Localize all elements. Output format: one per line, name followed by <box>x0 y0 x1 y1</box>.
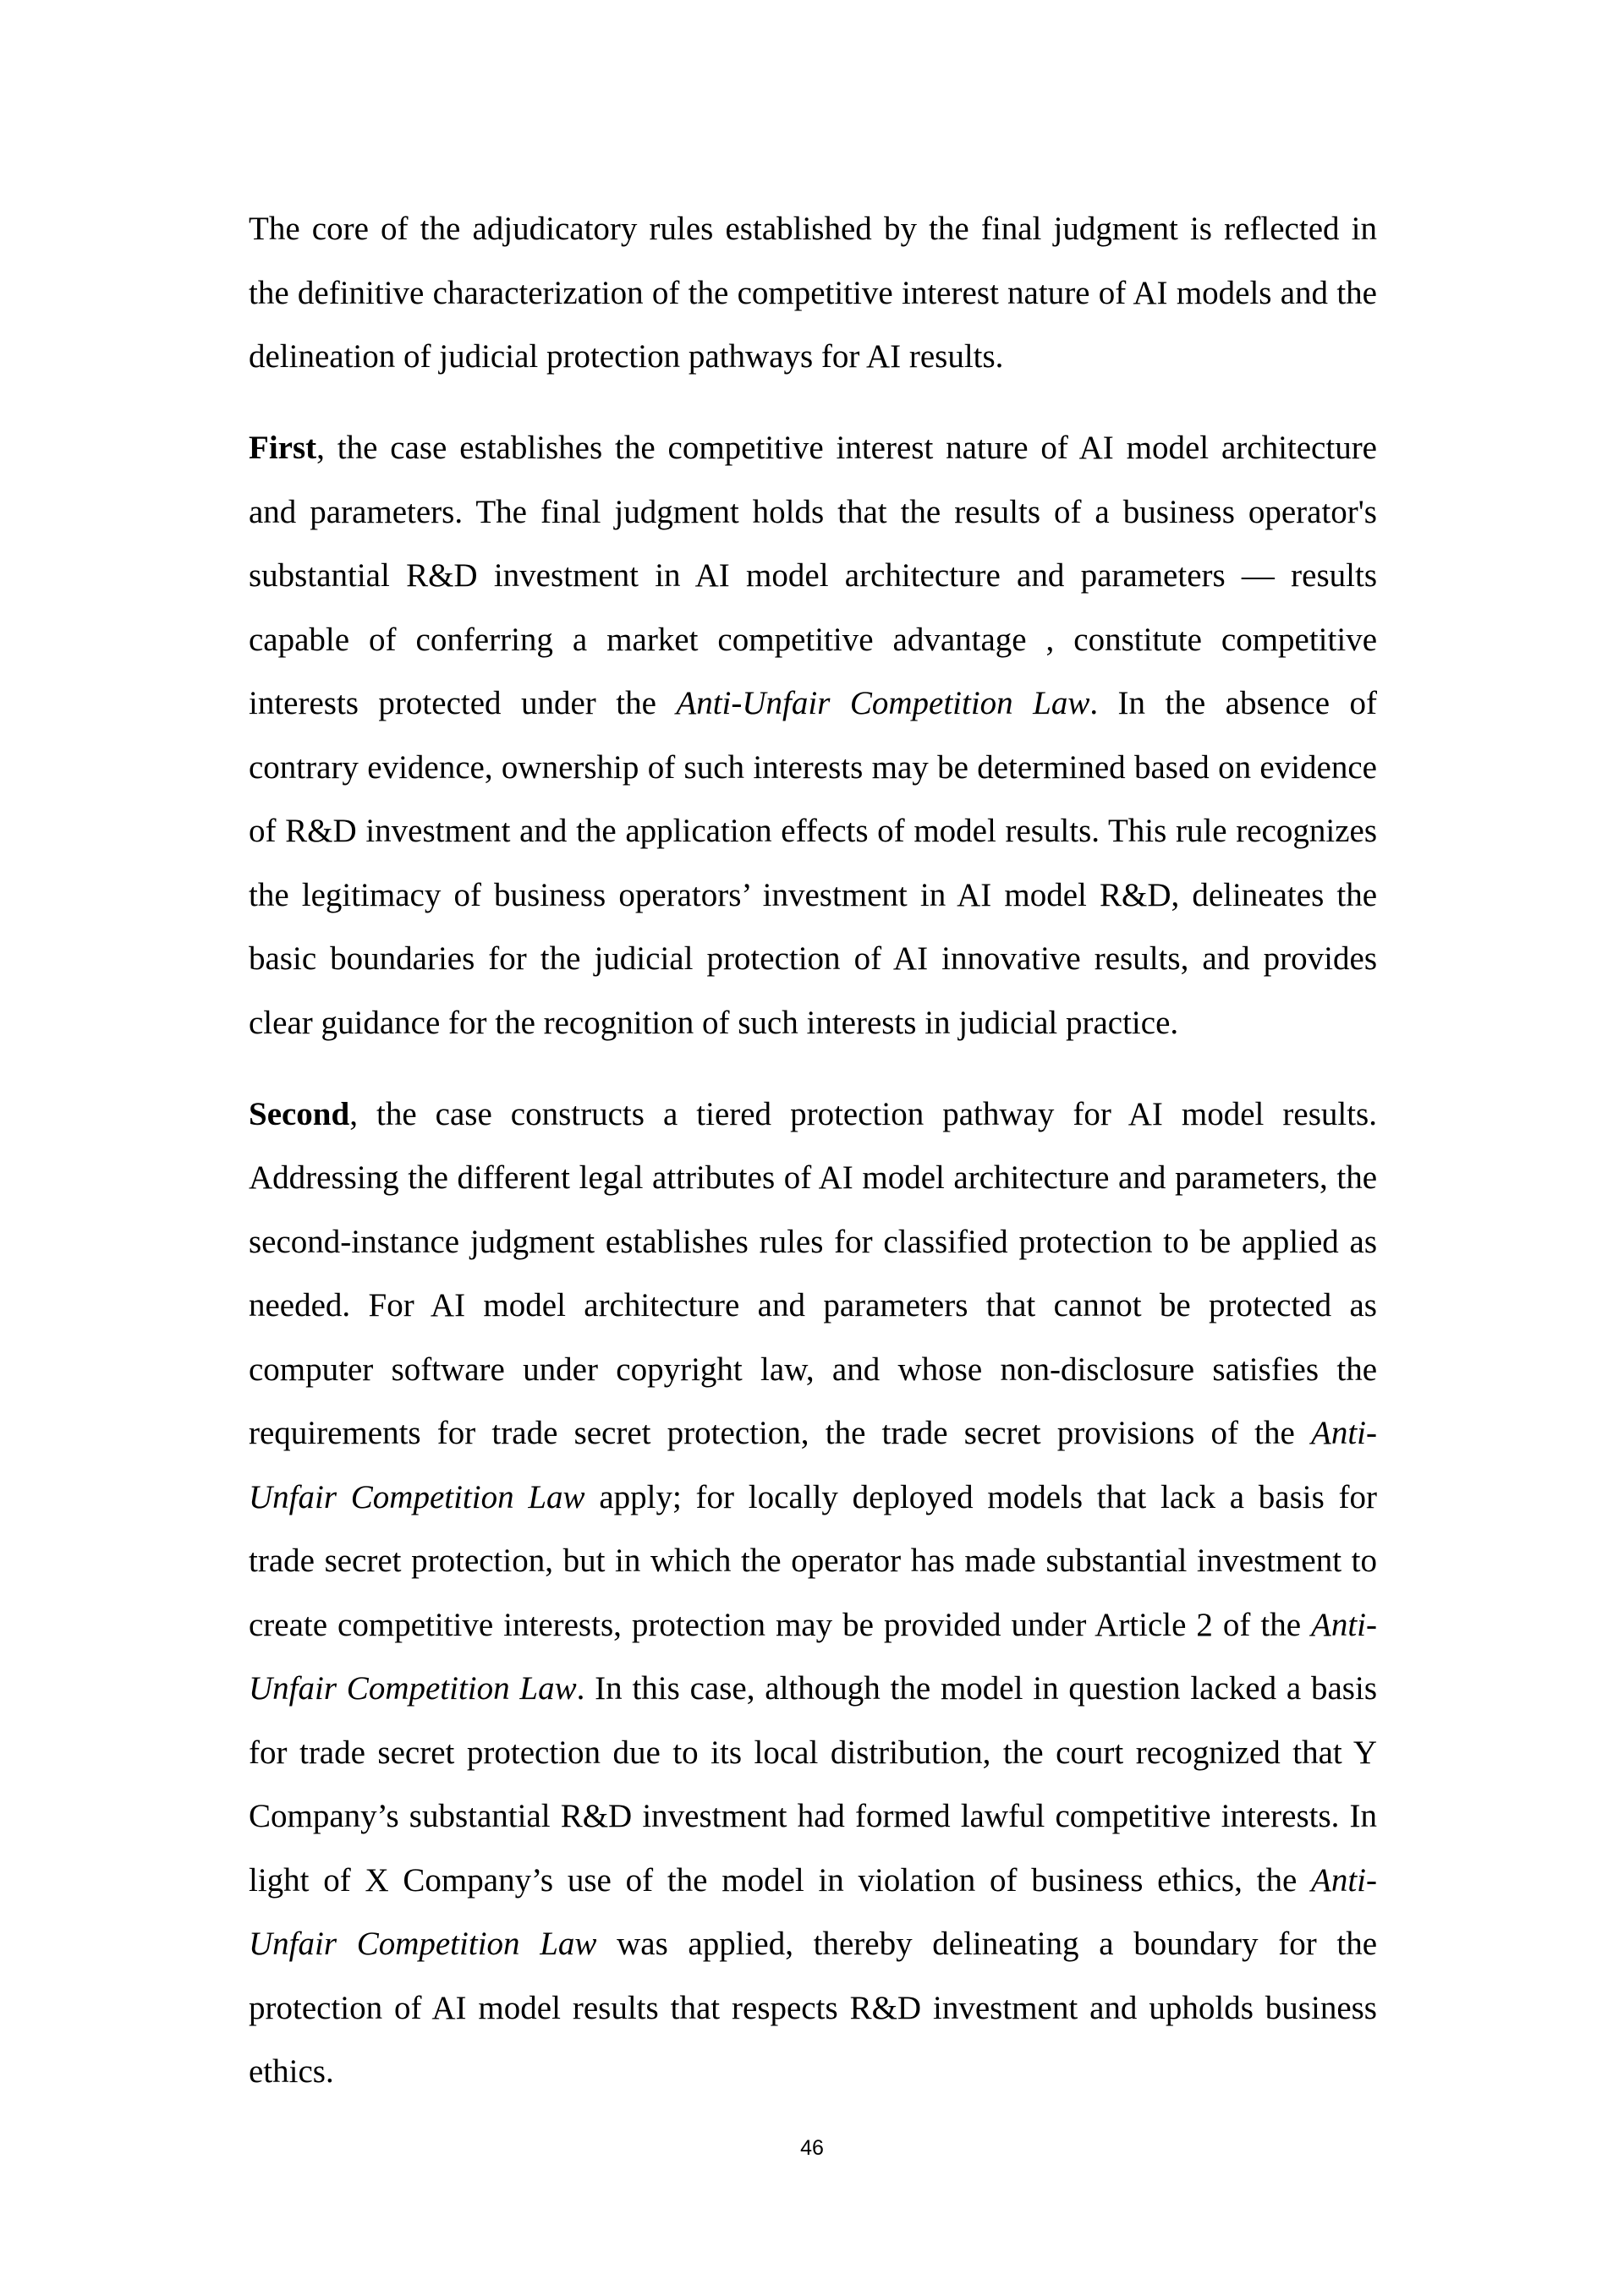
paragraph-first <box>249 416 1377 1055</box>
paragraph-text: . In the absence of contrary evidence, ownership of such interests may be determined based on evidence of R&D investment and the application effects of model results. This rule recognizes the legitimacy of business operators’ investment in AI model R&D, delineates the basic boundaries for the judicial protection of AI innovative results, and provides clear guidance for the recognition of such interests in judicial practice. <box>249 685 1378 1041</box>
paragraph-text: , the case establishes the competitive interest nature of AI model architecture and parameters. The final judgment holds that the results of a business operator's substantial R&D investment in AI model architecture and parameters — results capable of conferring a market competitive advantage , constitute competitive interests protected under the <box>249 430 1377 721</box>
paragraph-intro <box>249 197 1377 389</box>
paragraph-text: apply; for locally deployed models that lack a basis for trade secret protection, but in which the operator has made substantial investment to create competitive interests, protection may be provided under Article 2 of the <box>249 1478 1378 1643</box>
page-number: 46 <box>800 2136 824 2160</box>
law-title: Anti-Unfair Competition Law <box>676 685 1090 721</box>
paragraph-text: . In this case, although the model in question lacked a basis for trade secret protection due to its local distribution, the court recognized that Y Company’s substantial R&D investment had formed lawful competitive interests. In light of X Company’s use of the model in violation of business ethics, the <box>249 1670 1377 1899</box>
lead-word-second: Second <box>249 1095 350 1132</box>
paragraph-second <box>249 1082 1377 2104</box>
law-title: Anti-Unfair Competition Law <box>249 1861 1377 1962</box>
law-title: Anti-Unfair Competition Law <box>249 1415 1377 1515</box>
paragraph-text: The core of the adjudicatory rules established by the final judgment is reflected in the definitive characterization of the competitive interest nature of AI models and the delineation of judicial protection pathways for AI results. <box>249 211 1377 375</box>
lead-word-first: First <box>249 430 317 466</box>
law-title: Anti-Unfair Competition Law <box>249 1606 1377 1707</box>
paragraph-text: was applied, thereby delineating a boundary for the protection of AI model results that respects R&D investment and upholds business ethics. <box>249 1926 1378 2090</box>
paragraph-text: , the case constructs a tiered protection pathway for AI model results. Addressing the different legal attributes of AI model architecture and parameters, the second-instance judgment establishes rules for classified protection to be applied as needed. For AI model architecture and parameters that cannot be protected as computer software under copyright law, and whose non-disclosure satisfies the requirements for trade secret protection, the trade secret provisions of the <box>249 1095 1377 1451</box>
body-text <box>249 197 1377 2131</box>
